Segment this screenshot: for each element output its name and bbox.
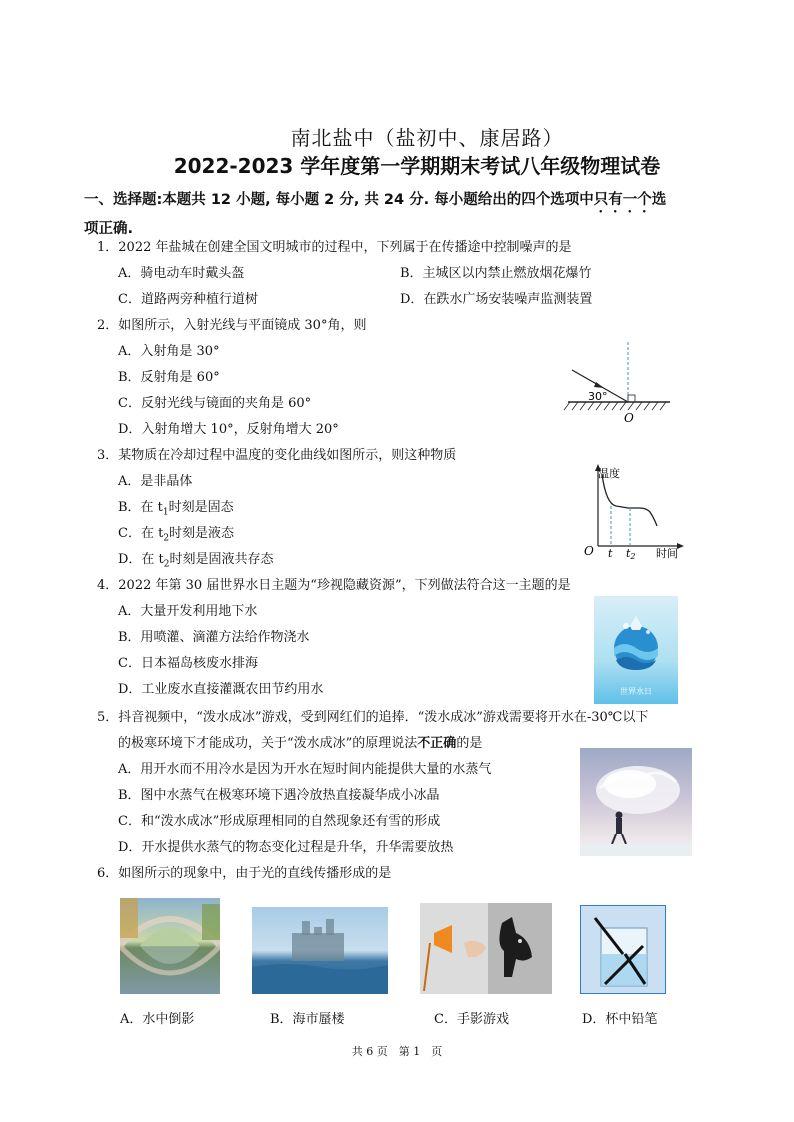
hand-shadow-photo xyxy=(420,903,552,994)
q4-option-b: B．用喷灌、滴灌方法给作物浇水 xyxy=(118,630,310,645)
q1-option-a: A．骑电动车时戴头盔 xyxy=(118,266,245,281)
q6-option-b: B．海市蜃楼 xyxy=(270,1012,345,1027)
q1-option-d: D．在跌水广场安装噪声监测装置 xyxy=(400,292,593,307)
q1-stem: 1．2022 年盐城在创建全国文明城市的过程中，下列属于在传播途中控制噪声的是 xyxy=(97,240,572,255)
q5-stem-line2: 的极寒环境下才能成功，关于“泼水成冰”的原理说法不正确的是 xyxy=(118,736,483,751)
section-emphasis: 只有一个 xyxy=(593,192,652,208)
bridge-reflection-photo xyxy=(120,898,220,994)
q4-stem: 4．2022 年第 30 届世界水日主题为“珍视隐藏资源”，下列做法符合这一主题的是 xyxy=(97,578,571,593)
section-tail: 选 xyxy=(651,192,667,208)
q5-option-b: B．图中水蒸气在极寒环境下遇冷放热直接凝华成小冰晶 xyxy=(118,788,440,803)
q2-option-c: C．反射光线与镜面的夹角是 60° xyxy=(118,396,312,411)
section-instructions-line2: 项正确. xyxy=(84,221,134,237)
q4-option-c: C．日本福岛核废水排海 xyxy=(118,656,258,671)
school-name: 南北盐中（盐初中、康居路） xyxy=(290,126,564,150)
mirage-photo xyxy=(252,907,388,994)
fig-angle-label: 30° xyxy=(588,390,608,403)
q2-option-b: B．反射角是 60° xyxy=(118,370,220,385)
q5-option-d: D．开水提供水蒸气的物态变化过程是升华，升华需要放热 xyxy=(118,840,454,855)
q1-option-c: C．道路两旁种植行道树 xyxy=(118,292,258,307)
q5-option-a: A．用开水而不用冷水是因为开水在短时间内能提供大量的水蒸气 xyxy=(118,762,492,777)
q1-option-b: B．主城区以内禁止燃放烟花爆竹 xyxy=(400,266,592,281)
fig-x-axis-label: 时间 xyxy=(656,547,678,560)
water-to-ice-photo xyxy=(580,748,692,856)
q2-option-d: D．入射角增大 10°，反射角增大 20° xyxy=(118,422,339,437)
q3-stem: 3．某物质在冷却过程中温度的变化曲线如图所示，则这种物质 xyxy=(97,448,457,463)
q2-option-a: A．入射角是 30° xyxy=(118,344,220,359)
q4-option-d: D．工业废水直接灌溉农田节约用水 xyxy=(118,682,324,697)
q6-option-d: D．杯中铅笔 xyxy=(582,1012,658,1027)
poster-caption: 世界水日 xyxy=(620,687,652,696)
q5-stem-line1: 5．抖音视频中，“泼水成冰”游戏，受到网红们的追捧．“泼水成冰”游戏需要将开水在-30℃以下 xyxy=(97,710,649,725)
q3-option-c: C．在 $t_2$时刻是液态 xyxy=(118,526,235,544)
q6-stem: 6．如图所示的现象中，由于光的直线传播形成的是 xyxy=(97,866,392,881)
mirror-reflection-figure xyxy=(560,340,680,428)
q2-stem: 2．如图所示，入射光线与平面镜成 30°角，则 xyxy=(97,318,367,333)
section-heading xyxy=(84,187,724,243)
fig-origin-label: O xyxy=(584,544,594,558)
fig-y-axis-label: 温度 xyxy=(598,467,620,480)
cooling-curve-figure xyxy=(578,460,688,560)
fig-t-label: t xyxy=(608,547,613,560)
q3-option-d: D．在 $t_2$时刻是固液共存态 xyxy=(118,552,274,570)
q4-option-a: A．大量开发利用地下水 xyxy=(118,604,258,619)
world-water-day-poster xyxy=(594,596,678,704)
q6-option-a: A．水中倒影 xyxy=(120,1012,195,1027)
pencil-in-cup-photo xyxy=(580,905,666,994)
q5-option-c: C．和“泼水成冰”形成原理相同的自然现象还有雪的形成 xyxy=(118,814,441,829)
fig-point-label: O xyxy=(624,411,634,425)
q3-option-a: A．是非晶体 xyxy=(118,474,193,489)
page-footer: 共 6 页 第 1 页 xyxy=(351,1045,443,1058)
exam-title: 2022-2023 学年度第一学期期末考试八年级物理试卷 xyxy=(173,154,661,178)
q6-option-c: C．手影游戏 xyxy=(434,1012,509,1027)
q3-option-b: B．在 $t_1$时刻是固态 xyxy=(118,500,234,518)
section-instructions: 一、选择题:本题共 12 小题, 每小题 2 分, 共 24 分. 每小题给出的四个选项中 xyxy=(84,192,594,208)
fig-t2-label: t2 xyxy=(626,547,636,560)
